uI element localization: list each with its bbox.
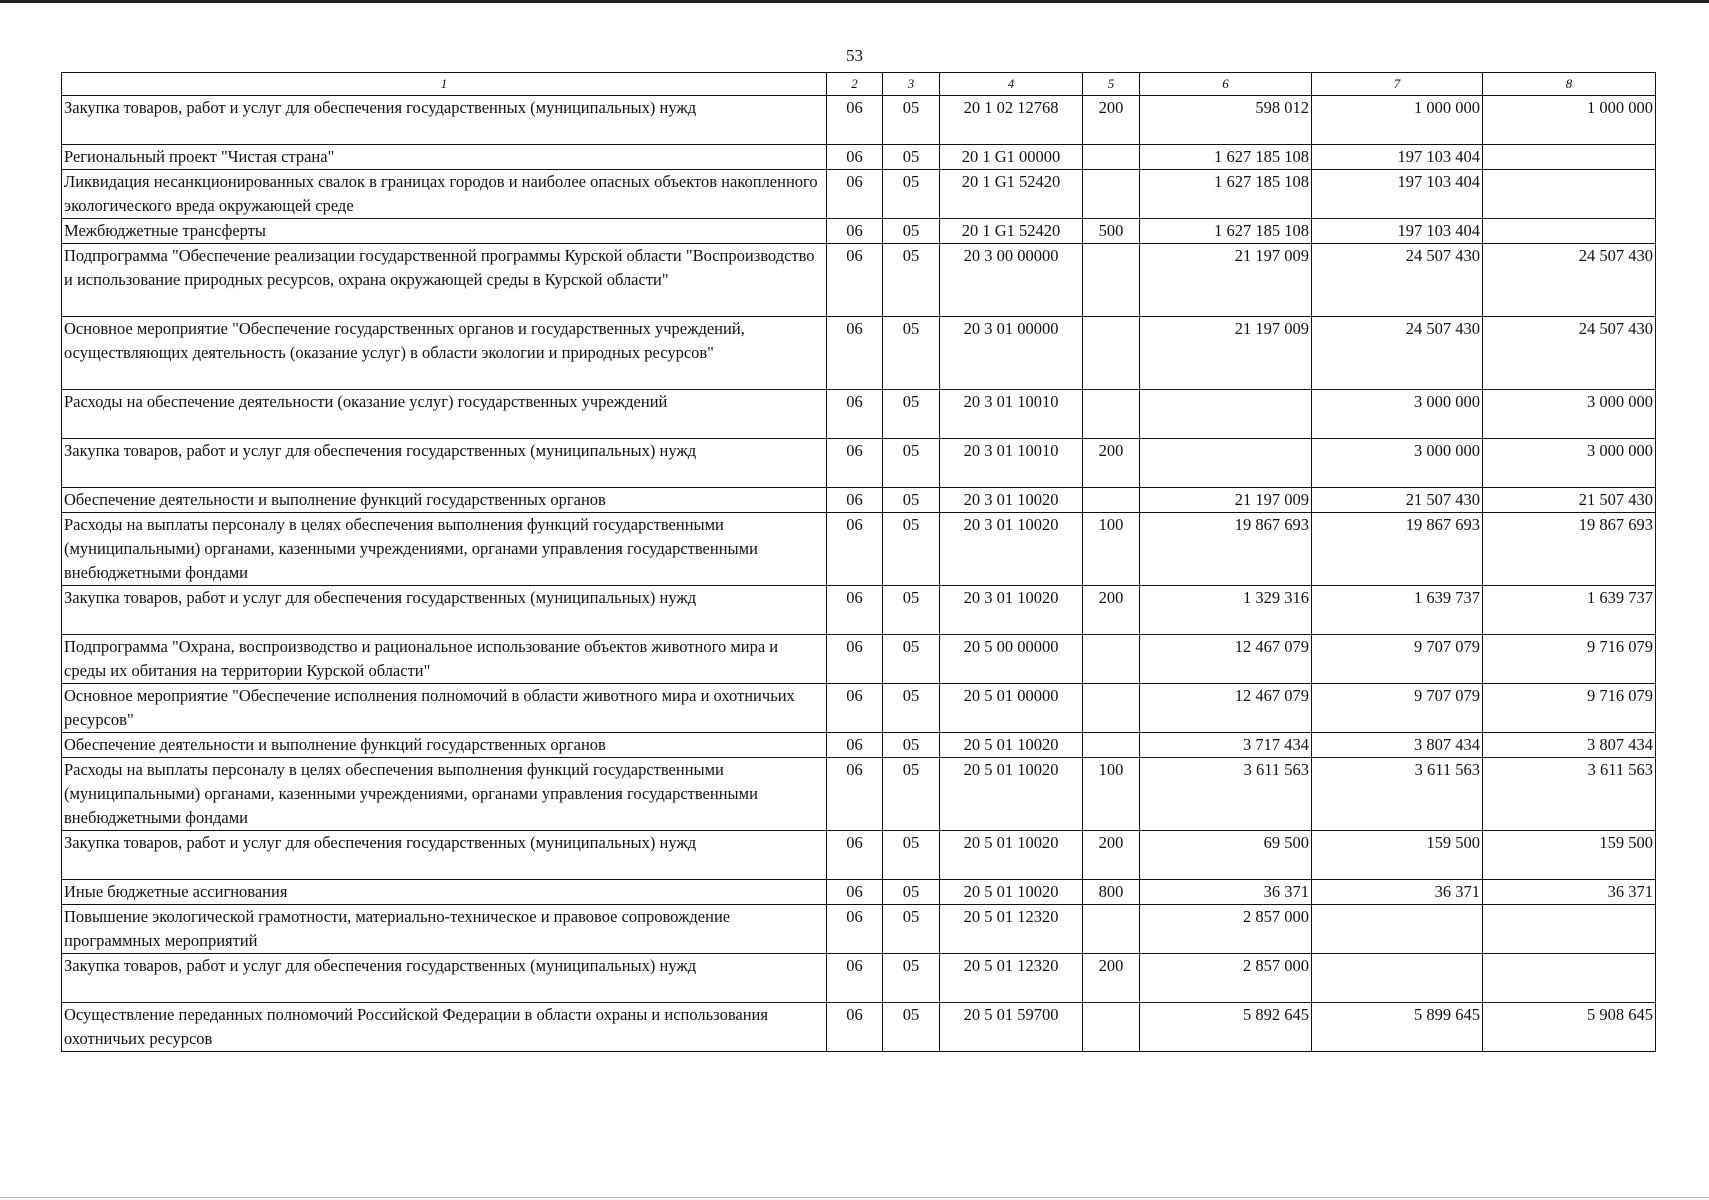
amount-col8-cell: 3 611 563 bbox=[1483, 758, 1656, 831]
section-code-cell: 06 bbox=[827, 244, 883, 317]
row-name-cell: Подпрограмма "Обеспечение реализации государственной программы Курской области "Воспроизводство и использование природных ресурсов, охрана окружающей среды в Курской области" bbox=[62, 244, 827, 317]
subsection-code-cell: 05 bbox=[883, 244, 940, 317]
amount-col6-cell: 2 857 000 bbox=[1140, 954, 1312, 1003]
target-article-cell: 20 3 01 00000 bbox=[940, 317, 1083, 390]
expense-type-cell bbox=[1083, 244, 1140, 317]
subsection-code-cell: 05 bbox=[883, 733, 940, 758]
table-row bbox=[62, 317, 1656, 390]
amount-col7-cell: 1 639 737 bbox=[1312, 586, 1483, 635]
expense-type-cell: 200 bbox=[1083, 954, 1140, 1003]
section-code-cell: 06 bbox=[827, 684, 883, 733]
table-row bbox=[62, 684, 1656, 733]
target-article-cell: 20 5 01 10020 bbox=[940, 880, 1083, 905]
amount-col8-cell: 24 507 430 bbox=[1483, 244, 1656, 317]
amount-col7-cell: 19 867 693 bbox=[1312, 513, 1483, 586]
target-article-cell: 20 1 G1 52420 bbox=[940, 170, 1083, 219]
amount-col7-cell: 3 000 000 bbox=[1312, 390, 1483, 439]
amount-col8-cell: 21 507 430 bbox=[1483, 488, 1656, 513]
amount-col7-cell: 5 899 645 bbox=[1312, 1003, 1483, 1052]
section-code-cell: 06 bbox=[827, 96, 883, 145]
table-row bbox=[62, 831, 1656, 880]
amount-col7-cell: 159 500 bbox=[1312, 831, 1483, 880]
amount-col6-cell: 19 867 693 bbox=[1140, 513, 1312, 586]
amount-col8-cell bbox=[1483, 954, 1656, 1003]
row-name-cell: Повышение экологической грамотности, материально-техническое и правовое сопровождение программных мероприятий bbox=[62, 905, 827, 954]
amount-col8-cell: 9 716 079 bbox=[1483, 684, 1656, 733]
expense-type-cell: 100 bbox=[1083, 758, 1140, 831]
subsection-code-cell: 05 bbox=[883, 831, 940, 880]
table-row bbox=[62, 513, 1656, 586]
amount-col6-cell: 598 012 bbox=[1140, 96, 1312, 145]
section-code-cell: 06 bbox=[827, 954, 883, 1003]
row-name-cell: Обеспечение деятельности и выполнение функций государственных органов bbox=[62, 733, 827, 758]
amount-col7-cell bbox=[1312, 905, 1483, 954]
subsection-code-cell: 05 bbox=[883, 880, 940, 905]
amount-col7-cell: 197 103 404 bbox=[1312, 170, 1483, 219]
expense-type-cell bbox=[1083, 1003, 1140, 1052]
table-row bbox=[62, 170, 1656, 219]
column-header: 8 bbox=[1483, 73, 1656, 96]
amount-col7-cell: 21 507 430 bbox=[1312, 488, 1483, 513]
amount-col6-cell bbox=[1140, 439, 1312, 488]
column-header: 4 bbox=[940, 73, 1083, 96]
amount-col7-cell: 9 707 079 bbox=[1312, 635, 1483, 684]
amount-col6-cell: 2 857 000 bbox=[1140, 905, 1312, 954]
section-code-cell: 06 bbox=[827, 390, 883, 439]
target-article-cell: 20 3 01 10020 bbox=[940, 488, 1083, 513]
section-code-cell: 06 bbox=[827, 317, 883, 390]
subsection-code-cell: 05 bbox=[883, 684, 940, 733]
table-row bbox=[62, 758, 1656, 831]
amount-col8-cell: 1 639 737 bbox=[1483, 586, 1656, 635]
amount-col7-cell: 24 507 430 bbox=[1312, 317, 1483, 390]
subsection-code-cell: 05 bbox=[883, 390, 940, 439]
amount-col8-cell: 3 000 000 bbox=[1483, 390, 1656, 439]
subsection-code-cell: 05 bbox=[883, 905, 940, 954]
table-row bbox=[62, 488, 1656, 513]
target-article-cell: 20 5 01 00000 bbox=[940, 684, 1083, 733]
amount-col8-cell: 159 500 bbox=[1483, 831, 1656, 880]
amount-col6-cell: 69 500 bbox=[1140, 831, 1312, 880]
column-header: 1 bbox=[62, 73, 827, 96]
table-row bbox=[62, 96, 1656, 145]
subsection-code-cell: 05 bbox=[883, 145, 940, 170]
amount-col8-cell: 9 716 079 bbox=[1483, 635, 1656, 684]
amount-col8-cell: 3 807 434 bbox=[1483, 733, 1656, 758]
amount-col7-cell: 197 103 404 bbox=[1312, 219, 1483, 244]
row-name-cell: Подпрограмма "Охрана, воспроизводство и рациональное использование объектов животного мира и среды их обитания на территории Курской области" bbox=[62, 635, 827, 684]
section-code-cell: 06 bbox=[827, 635, 883, 684]
row-name-cell: Обеспечение деятельности и выполнение функций государственных органов bbox=[62, 488, 827, 513]
subsection-code-cell: 05 bbox=[883, 219, 940, 244]
expense-type-cell bbox=[1083, 390, 1140, 439]
table-row bbox=[62, 586, 1656, 635]
target-article-cell: 20 3 01 10010 bbox=[940, 439, 1083, 488]
row-name-cell: Закупка товаров, работ и услуг для обеспечения государственных (муниципальных) нужд bbox=[62, 439, 827, 488]
subsection-code-cell: 05 bbox=[883, 488, 940, 513]
table-row bbox=[62, 905, 1656, 954]
expense-type-cell: 100 bbox=[1083, 513, 1140, 586]
amount-col6-cell: 1 627 185 108 bbox=[1140, 219, 1312, 244]
page-number: 53 bbox=[846, 46, 863, 65]
amount-col8-cell: 5 908 645 bbox=[1483, 1003, 1656, 1052]
expense-type-cell: 200 bbox=[1083, 831, 1140, 880]
amount-col6-cell: 12 467 079 bbox=[1140, 684, 1312, 733]
amount-col6-cell: 12 467 079 bbox=[1140, 635, 1312, 684]
amount-col6-cell bbox=[1140, 390, 1312, 439]
subsection-code-cell: 05 bbox=[883, 170, 940, 219]
expense-type-cell bbox=[1083, 488, 1140, 513]
expense-type-cell bbox=[1083, 635, 1140, 684]
subsection-code-cell: 05 bbox=[883, 586, 940, 635]
target-article-cell: 20 1 02 12768 bbox=[940, 96, 1083, 145]
amount-col8-cell: 24 507 430 bbox=[1483, 317, 1656, 390]
column-number-row bbox=[62, 73, 1656, 96]
amount-col8-cell bbox=[1483, 170, 1656, 219]
amount-col7-cell: 9 707 079 bbox=[1312, 684, 1483, 733]
amount-col8-cell: 3 000 000 bbox=[1483, 439, 1656, 488]
row-name-cell: Региональный проект "Чистая страна" bbox=[62, 145, 827, 170]
subsection-code-cell: 05 bbox=[883, 439, 940, 488]
amount-col7-cell: 1 000 000 bbox=[1312, 96, 1483, 145]
target-article-cell: 20 5 01 59700 bbox=[940, 1003, 1083, 1052]
amount-col6-cell: 21 197 009 bbox=[1140, 244, 1312, 317]
row-name-cell: Закупка товаров, работ и услуг для обеспечения государственных (муниципальных) нужд bbox=[62, 586, 827, 635]
row-name-cell: Закупка товаров, работ и услуг для обеспечения государственных (муниципальных) нужд bbox=[62, 954, 827, 1003]
section-code-cell: 06 bbox=[827, 758, 883, 831]
section-code-cell: 06 bbox=[827, 1003, 883, 1052]
amount-col8-cell bbox=[1483, 145, 1656, 170]
expense-type-cell bbox=[1083, 684, 1140, 733]
row-name-cell: Закупка товаров, работ и услуг для обеспечения государственных (муниципальных) нужд bbox=[62, 96, 827, 145]
amount-col8-cell bbox=[1483, 905, 1656, 954]
amount-col6-cell: 3 717 434 bbox=[1140, 733, 1312, 758]
subsection-code-cell: 05 bbox=[883, 758, 940, 831]
amount-col7-cell: 3 807 434 bbox=[1312, 733, 1483, 758]
expense-type-cell bbox=[1083, 145, 1140, 170]
amount-col7-cell: 24 507 430 bbox=[1312, 244, 1483, 317]
expense-type-cell bbox=[1083, 733, 1140, 758]
target-article-cell: 20 3 01 10020 bbox=[940, 513, 1083, 586]
subsection-code-cell: 05 bbox=[883, 635, 940, 684]
subsection-code-cell: 05 bbox=[883, 96, 940, 145]
table-row bbox=[62, 954, 1656, 1003]
amount-col7-cell bbox=[1312, 954, 1483, 1003]
amount-col6-cell: 3 611 563 bbox=[1140, 758, 1312, 831]
table-body bbox=[62, 96, 1656, 1052]
row-name-cell: Основное мероприятие "Обеспечение исполнения полномочий в области животного мира и охотничьих ресурсов" bbox=[62, 684, 827, 733]
table-row bbox=[62, 733, 1656, 758]
table-row bbox=[62, 145, 1656, 170]
section-code-cell: 06 bbox=[827, 831, 883, 880]
row-name-cell: Межбюджетные трансферты bbox=[62, 219, 827, 244]
subsection-code-cell: 05 bbox=[883, 513, 940, 586]
row-name-cell: Осуществление переданных полномочий Российской Федерации в области охраны и использования охотничьих ресурсов bbox=[62, 1003, 827, 1052]
target-article-cell: 20 5 01 12320 bbox=[940, 905, 1083, 954]
row-name-cell: Иные бюджетные ассигнования bbox=[62, 880, 827, 905]
amount-col8-cell bbox=[1483, 219, 1656, 244]
target-article-cell: 20 3 00 00000 bbox=[940, 244, 1083, 317]
expense-type-cell: 500 bbox=[1083, 219, 1140, 244]
expense-type-cell: 200 bbox=[1083, 439, 1140, 488]
expense-type-cell: 800 bbox=[1083, 880, 1140, 905]
amount-col7-cell: 36 371 bbox=[1312, 880, 1483, 905]
target-article-cell: 20 5 01 10020 bbox=[940, 758, 1083, 831]
table-row bbox=[62, 880, 1656, 905]
amount-col8-cell: 1 000 000 bbox=[1483, 96, 1656, 145]
amount-col6-cell: 21 197 009 bbox=[1140, 317, 1312, 390]
row-name-cell: Расходы на выплаты персоналу в целях обеспечения выполнения функций государственными (муниципальными) органами, казенными учреждениями, органами управления государственными внебюджетными фондами bbox=[62, 758, 827, 831]
target-article-cell: 20 1 G1 00000 bbox=[940, 145, 1083, 170]
target-article-cell: 20 3 01 10010 bbox=[940, 390, 1083, 439]
table-row bbox=[62, 635, 1656, 684]
row-name-cell: Ликвидация несанкционированных свалок в границах городов и наиболее опасных объектов накопленного экологического вреда окружающей среде bbox=[62, 170, 827, 219]
amount-col6-cell: 5 892 645 bbox=[1140, 1003, 1312, 1052]
table-row bbox=[62, 390, 1656, 439]
amount-col6-cell: 1 329 316 bbox=[1140, 586, 1312, 635]
target-article-cell: 20 1 G1 52420 bbox=[940, 219, 1083, 244]
expense-type-cell: 200 bbox=[1083, 96, 1140, 145]
amount-col8-cell: 36 371 bbox=[1483, 880, 1656, 905]
column-header: 7 bbox=[1312, 73, 1483, 96]
column-header: 2 bbox=[827, 73, 883, 96]
subsection-code-cell: 05 bbox=[883, 1003, 940, 1052]
section-code-cell: 06 bbox=[827, 880, 883, 905]
table-row bbox=[62, 1003, 1656, 1052]
section-code-cell: 06 bbox=[827, 488, 883, 513]
section-code-cell: 06 bbox=[827, 905, 883, 954]
expense-type-cell: 200 bbox=[1083, 586, 1140, 635]
subsection-code-cell: 05 bbox=[883, 317, 940, 390]
section-code-cell: 06 bbox=[827, 170, 883, 219]
budget-table bbox=[61, 72, 1656, 1052]
amount-col7-cell: 3 000 000 bbox=[1312, 439, 1483, 488]
target-article-cell: 20 5 01 12320 bbox=[940, 954, 1083, 1003]
amount-col6-cell: 1 627 185 108 bbox=[1140, 145, 1312, 170]
row-name-cell: Расходы на обеспечение деятельности (оказание услуг) государственных учреждений bbox=[62, 390, 827, 439]
column-header: 6 bbox=[1140, 73, 1312, 96]
section-code-cell: 06 bbox=[827, 733, 883, 758]
row-name-cell: Расходы на выплаты персоналу в целях обеспечения выполнения функций государственными (муниципальными) органами, казенными учреждениями, органами управления государственными внебюджетными фондами bbox=[62, 513, 827, 586]
section-code-cell: 06 bbox=[827, 586, 883, 635]
table-row bbox=[62, 244, 1656, 317]
target-article-cell: 20 5 00 00000 bbox=[940, 635, 1083, 684]
scan-top-edge bbox=[0, 0, 1709, 3]
subsection-code-cell: 05 bbox=[883, 954, 940, 1003]
target-article-cell: 20 3 01 10020 bbox=[940, 586, 1083, 635]
target-article-cell: 20 5 01 10020 bbox=[940, 733, 1083, 758]
row-name-cell: Основное мероприятие "Обеспечение государственных органов и государственных учреждений, осуществляющих деятельность (оказание услуг) в области экологии и природных ресурсов" bbox=[62, 317, 827, 390]
amount-col7-cell: 3 611 563 bbox=[1312, 758, 1483, 831]
table-row bbox=[62, 219, 1656, 244]
amount-col6-cell: 21 197 009 bbox=[1140, 488, 1312, 513]
expense-type-cell bbox=[1083, 905, 1140, 954]
row-name-cell: Закупка товаров, работ и услуг для обеспечения государственных (муниципальных) нужд bbox=[62, 831, 827, 880]
section-code-cell: 06 bbox=[827, 439, 883, 488]
scan-bottom-edge bbox=[0, 1197, 1709, 1198]
amount-col8-cell: 19 867 693 bbox=[1483, 513, 1656, 586]
section-code-cell: 06 bbox=[827, 513, 883, 586]
target-article-cell: 20 5 01 10020 bbox=[940, 831, 1083, 880]
section-code-cell: 06 bbox=[827, 145, 883, 170]
table-row bbox=[62, 439, 1656, 488]
section-code-cell: 06 bbox=[827, 219, 883, 244]
column-header: 3 bbox=[883, 73, 940, 96]
column-header: 5 bbox=[1083, 73, 1140, 96]
expense-type-cell bbox=[1083, 317, 1140, 390]
amount-col6-cell: 1 627 185 108 bbox=[1140, 170, 1312, 219]
amount-col6-cell: 36 371 bbox=[1140, 880, 1312, 905]
expense-type-cell bbox=[1083, 170, 1140, 219]
amount-col7-cell: 197 103 404 bbox=[1312, 145, 1483, 170]
